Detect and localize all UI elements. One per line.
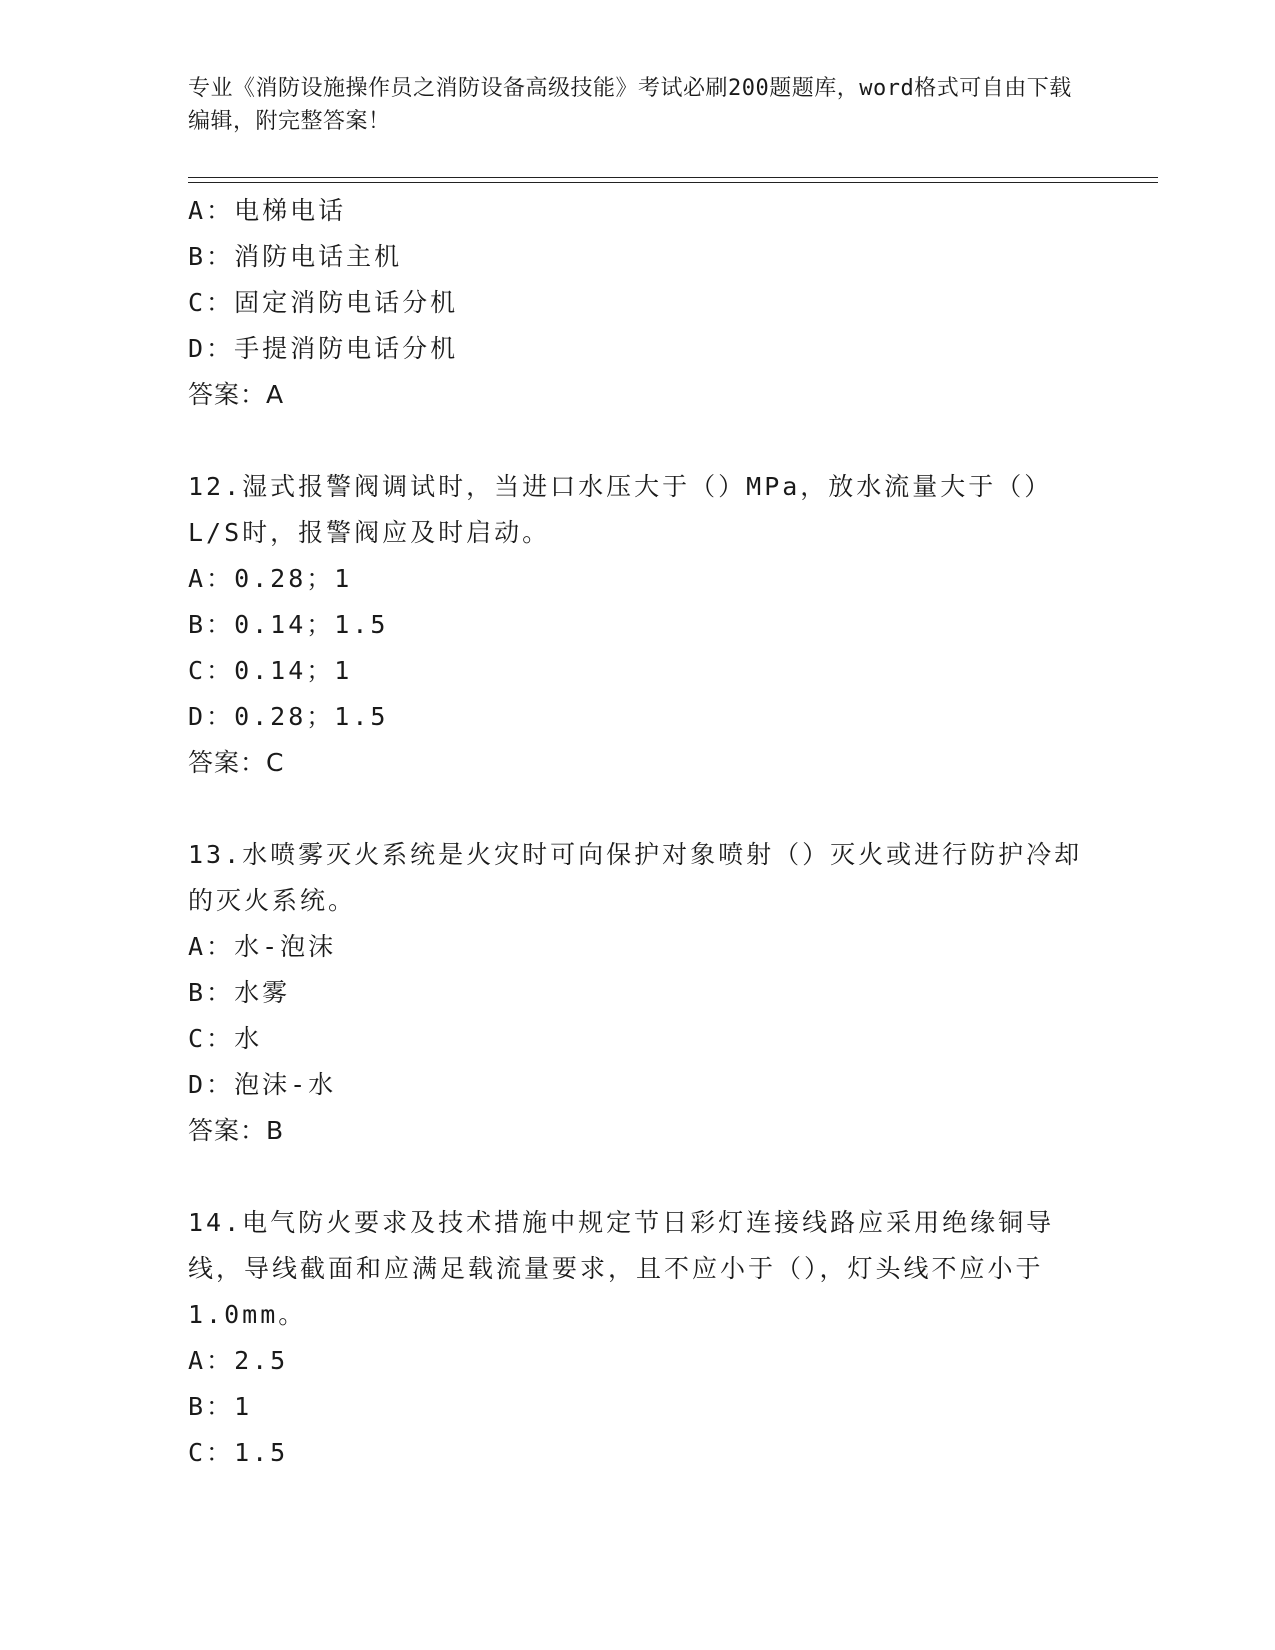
- option-c: C：0.14；1: [188, 656, 353, 685]
- document-header: [188, 72, 1088, 138]
- option-c: C：水: [188, 1024, 263, 1053]
- option-c: C：固定消防电话分机: [188, 288, 459, 317]
- question-13: [188, 832, 1088, 1154]
- option-a: A：水-泡沫: [188, 932, 337, 961]
- option-b: B：0.14；1.5: [188, 610, 389, 639]
- option-d: D：泡沫-水: [188, 1070, 337, 1099]
- question-11-continued: [188, 188, 1088, 418]
- question-stem: 13.水喷雾灭火系统是火灾时可向保护对象喷射（）灭火或进行防护冷却的灭火系统。: [188, 840, 1083, 915]
- option-b: B：1: [188, 1392, 253, 1421]
- header-text: 专业《消防设施操作员之消防设备高级技能》考试必刷200题题库，word格式可自由下载编辑，附完整答案！: [188, 76, 1072, 134]
- question-14: [188, 1200, 1088, 1476]
- option-d: D：0.28；1.5: [188, 702, 389, 731]
- option-a: A：电梯电话: [188, 196, 347, 225]
- answer: 答案：B: [188, 1116, 285, 1145]
- option-b: B：水雾: [188, 978, 291, 1007]
- header-divider-bottom: [188, 182, 1158, 183]
- spacer: [188, 418, 1088, 464]
- answer: 答案：C: [188, 748, 285, 777]
- question-stem: 12.湿式报警阀调试时，当进口水压大于（）MPa，放水流量大于（）L/S时，报警阀应及时启动。: [188, 472, 1053, 547]
- document-body: [188, 188, 1088, 1476]
- option-c: C：1.5: [188, 1438, 289, 1467]
- option-b: B：消防电话主机: [188, 242, 403, 271]
- question-stem: 14.电气防火要求及技术措施中规定节日彩灯连接线路应采用绝缘铜导线，导线截面和应满足载流量要求，且不应小于（），灯头线不应小于1.0mm。: [188, 1208, 1055, 1329]
- spacer: [188, 786, 1088, 832]
- question-12: [188, 464, 1088, 786]
- answer: 答案：A: [188, 380, 285, 409]
- option-a: A：0.28；1: [188, 564, 353, 593]
- header-divider-top: [188, 177, 1158, 178]
- option-a: A：2.5: [188, 1346, 289, 1375]
- spacer: [188, 1154, 1088, 1200]
- option-d: D：手提消防电话分机: [188, 334, 459, 363]
